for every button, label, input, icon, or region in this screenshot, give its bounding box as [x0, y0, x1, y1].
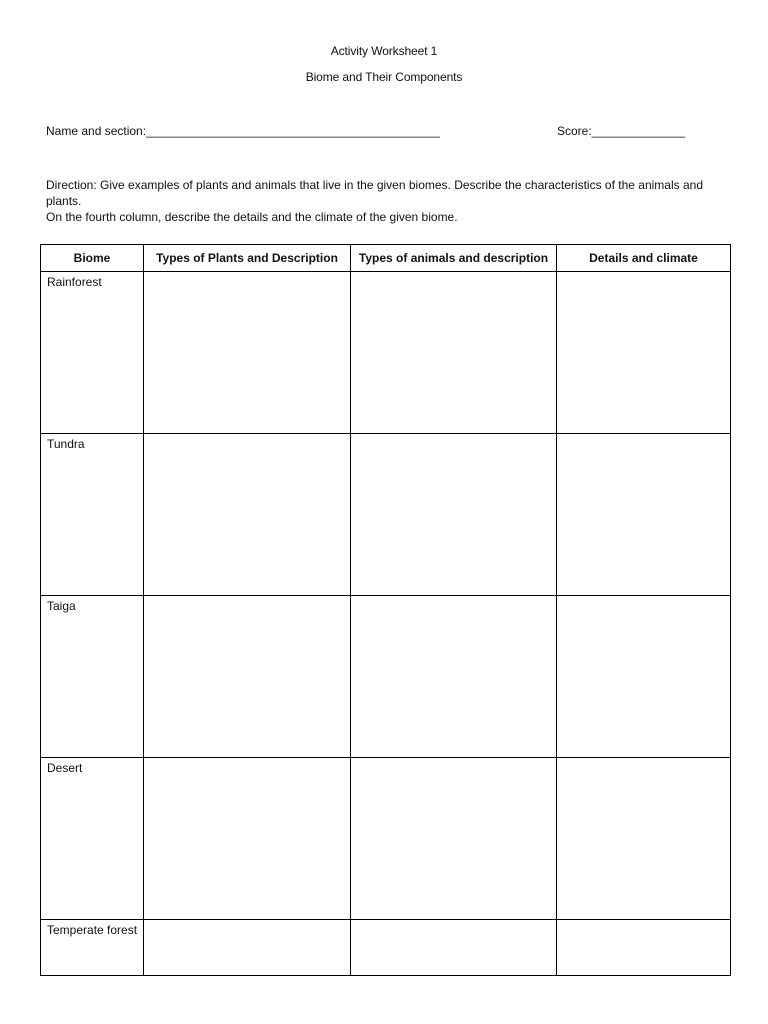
plants-cell[interactable]: [144, 272, 351, 434]
plants-cell[interactable]: [144, 434, 351, 596]
plants-cell[interactable]: [144, 920, 351, 976]
climate-cell[interactable]: [557, 758, 731, 920]
table-row: [41, 920, 731, 976]
table-row: [41, 434, 731, 596]
plants-cell[interactable]: [144, 596, 351, 758]
table-row: [41, 596, 731, 758]
column-header-animals: Types of animals and description: [351, 245, 557, 272]
biome-name-cell: Tundra: [41, 434, 144, 596]
biome-name-cell: Desert: [41, 758, 144, 920]
score-field: Score:______________: [557, 124, 686, 138]
animals-cell[interactable]: [351, 596, 557, 758]
worksheet-title: Activity Worksheet 1: [330, 44, 438, 58]
biome-name-cell: Temperate forest: [41, 920, 144, 976]
table-row: [41, 272, 731, 434]
worksheet-subtitle: Biome and Their Components: [305, 70, 463, 84]
animals-cell[interactable]: [351, 920, 557, 976]
plants-cell[interactable]: [144, 758, 351, 920]
direction-line-2: On the fourth column, describe the details and the climate of the given biome.: [46, 210, 458, 224]
animals-cell[interactable]: [351, 758, 557, 920]
name-section-field: Name and section:____________________________________________: [46, 124, 440, 138]
climate-cell[interactable]: [557, 596, 731, 758]
direction-line-1: Direction: Give examples of plants and animals that live in the given biomes. Describe the characteristics of the animals and plants.: [46, 178, 703, 208]
animals-cell[interactable]: [351, 434, 557, 596]
column-header-climate: Details and climate: [557, 245, 731, 272]
climate-cell[interactable]: [557, 434, 731, 596]
biome-name-cell: Rainforest: [41, 272, 144, 434]
direction-text: [46, 177, 736, 225]
biome-table: [40, 244, 731, 976]
table-header-row: [41, 245, 731, 272]
climate-cell[interactable]: [557, 920, 731, 976]
column-header-biome: Biome: [41, 245, 144, 272]
table-row: [41, 758, 731, 920]
animals-cell[interactable]: [351, 272, 557, 434]
column-header-plants: Types of Plants and Description: [144, 245, 351, 272]
biome-name-cell: Taiga: [41, 596, 144, 758]
climate-cell[interactable]: [557, 272, 731, 434]
